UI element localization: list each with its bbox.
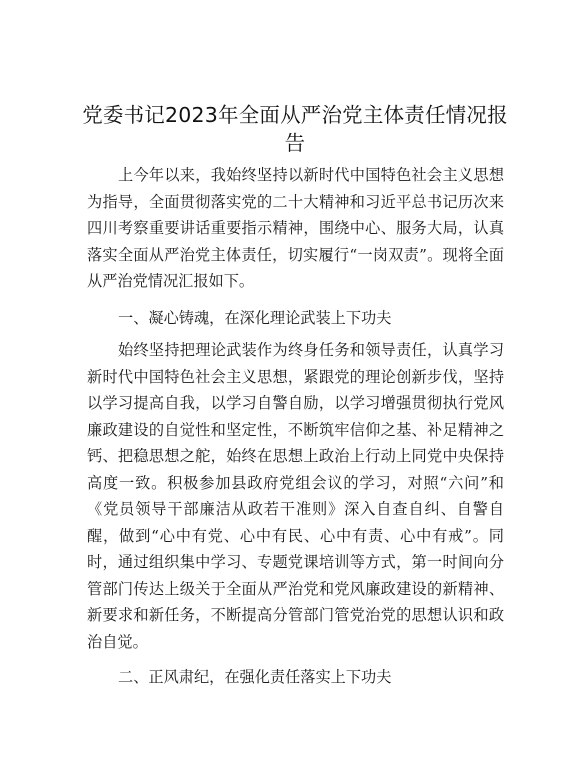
section-1-paragraph: 始终坚持把理论武装作为终身任务和领导责任，认真学习新时代中国特色社会主义思想，紧跟党的理论创新步伐，坚持以学习提高自我，以学习自警自励，以学习增强贯彻执行党风廉政建设的自觉性和坚定性，不断筑牢信仰之基、补足精神之钙、把稳思想之舵，始终在思想上政治上行动上同党中央保持高度一致。积极参加县政府党组会议的学习，对照“六问”和《党员领导干部廉洁从政若干准则》深入自查自纠、自警自醒，做到“心中有党、心中有民、心中有责、心中有戒”。同时，通过组织集中学习、专题党课培训等方式，第一时间向分管部门传达上级关于全面从严治党和党风廉政建设的新精神、新要求和新任务，不断提高分管部门管党治党的思想认识和政治自觉。 [87,341,504,651]
section-heading-1: 一、凝心铸魂，在深化理论武装上下功夫 [118,309,392,327]
intro-paragraph: 上今年以来，我始终坚持以新时代中国特色社会主义思想为指导，全面贯彻落实党的二十大精神和习近平总书记历次来四川考察重要讲话重要指示精神，围绕中心、服务大局，认真落实全面从严治党主体责任，切实履行“一岗双责”。现将全面从严治党情况汇报如下。 [87,166,504,290]
section-heading-2: 二、正风肃纪，在强化责任落实上下功夫 [118,668,392,686]
document-title: 党委书记2023年全面从严治党主体责任情况报告 [82,103,508,155]
